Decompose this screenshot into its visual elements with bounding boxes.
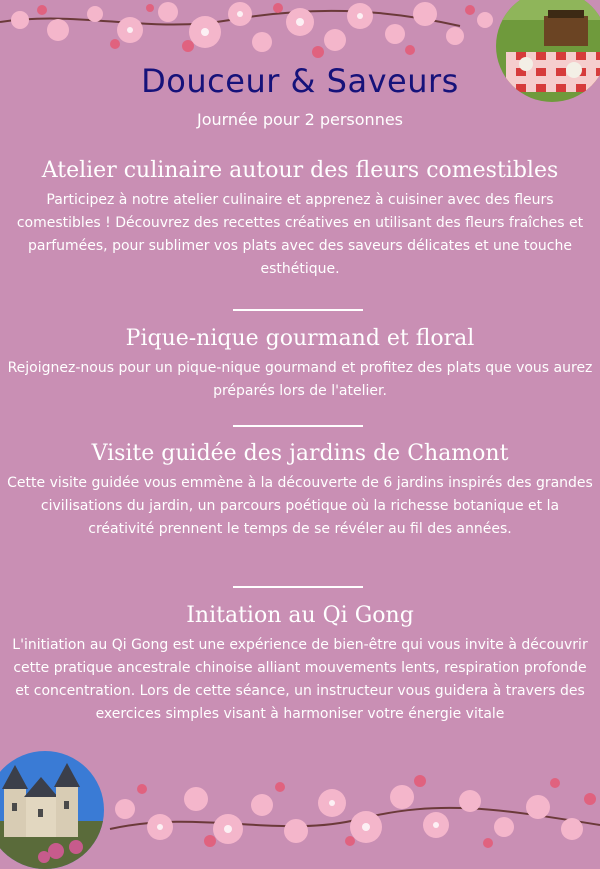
section-title: Visite guidée des jardins de Chamont [91,441,509,466]
section-text: Cette visite guidée vous emmène à la découverte de 6 jardins inspirés des grandes civilisations du jardin, un parcours poétique où la richesse botanique et la créativité prennent le temps de se révéler au fil des années. [7,475,593,537]
section-text: Participez à notre atelier culinaire et apprenez à cuisiner avec des fleurs comestibles ! Découvrez des recettes créatives en utilisant des fleurs fraîches et parfumées, pour sublimer vos plats avec des saveurs délicates et une touche esthétique. [16,192,584,277]
section-divider [233,586,363,588]
section-qi-gong [0,603,600,726]
cherry-blossom-bottom-decoration [0,769,600,849]
page-subtitle: Journée pour 2 personnes [196,110,404,129]
section-title: Atelier culinaire autour des fleurs comestibles [41,158,559,183]
section-picnic [0,326,600,403]
section-text: Rejoignez-nous pour un pique-nique gourmand et profitez des plats que vous aurez préparés lors de l'atelier. [7,360,593,399]
section-divider [233,309,363,311]
section-title: Initation au Qi Gong [186,603,414,628]
section-title: Pique-nique gourmand et floral [125,326,475,351]
section-text: L'initiation au Qi Gong est une expérience de bien-être qui vous invite à découvrir cette pratique ancestrale chinoise alliant mouvements lents, respiration profonde et concentration. Lors de cette séance, un instructeur vous guidera à travers des exercices simples visant à harmoniser votre énergie vitale [12,637,588,722]
section-culinary-workshop [0,158,600,281]
section-garden-tour [0,441,600,541]
page-title: Douceur & Saveurs [141,62,459,100]
section-divider [233,425,363,427]
